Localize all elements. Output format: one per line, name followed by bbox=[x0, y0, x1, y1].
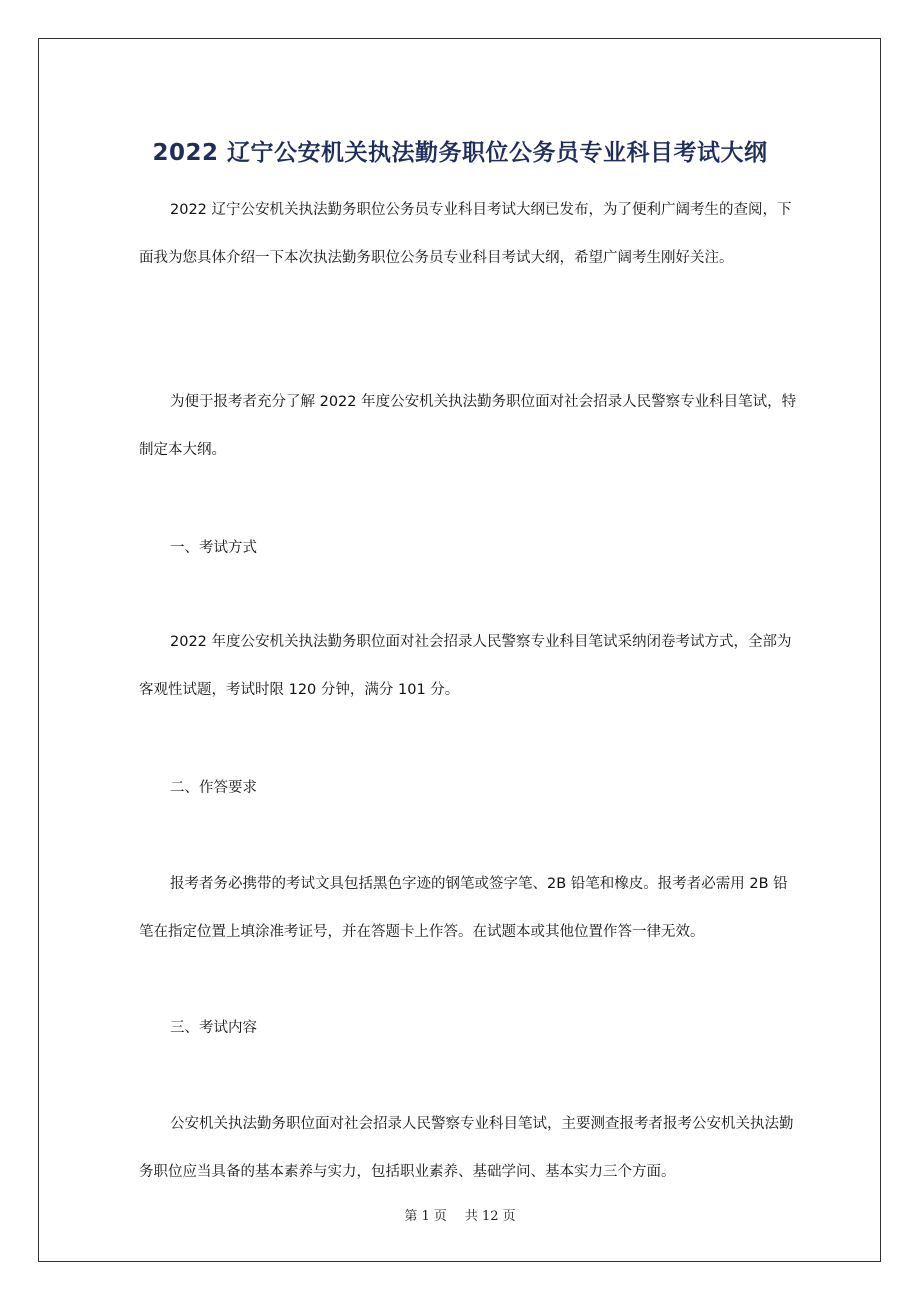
purpose-paragraph: 为便于报考者充分了解 2022 年度公安机关执法勤务职位面对社会招录人民警察专业科目笔试，特制定本大纲。 bbox=[139, 394, 797, 458]
exam-content-paragraph: 公安机关执法勤务职位面对社会招录人民警察专业科目笔试，主要测查报考者报考公安机关执法勤务职位应当具备的基本素养与实力，包括职业素养、基础学问、基本实力三个方面。 bbox=[139, 1116, 794, 1180]
exam-method-paragraph: 2022 年度公安机关执法勤务职位面对社会招录人民警察专业科目笔试采纳闭卷考试方式，全部为客观性试题，考试时限 120 分钟，满分 101 分。 bbox=[139, 634, 792, 698]
intro-paragraph: 2022 辽宁公安机关执法勤务职位公务员专业科目考试大纲已发布，为了便利广阔考生的查阅，下面我为您具体介绍一下本次执法勤务职位公务员专业科目考试大纲，希望广阔考生刚好关注。 bbox=[139, 202, 792, 266]
section-heading-exam-method: 一、考试方式 bbox=[170, 540, 257, 556]
section-heading-exam-content: 三、考试内容 bbox=[170, 1020, 257, 1036]
page-total: 共 12 页 bbox=[464, 1209, 516, 1224]
section-heading-answer-requirements: 二、作答要求 bbox=[170, 780, 257, 796]
document-title: 2022 辽宁公安机关执法勤务职位公务员专业科目考试大纲 bbox=[152, 140, 768, 167]
page-number: 第 1 页 bbox=[404, 1209, 447, 1224]
page-footer bbox=[0, 1205, 920, 1224]
answer-requirements-paragraph: 报考者务必携带的考试文具包括黑色字迹的钢笔或签字笔、2B 铅笔和橡皮。报考者必需用 2B 铅笔在指定位置上填涂准考证号，并在答题卡上作答。在试题本或其他位置作答一律无效。 bbox=[139, 876, 788, 940]
